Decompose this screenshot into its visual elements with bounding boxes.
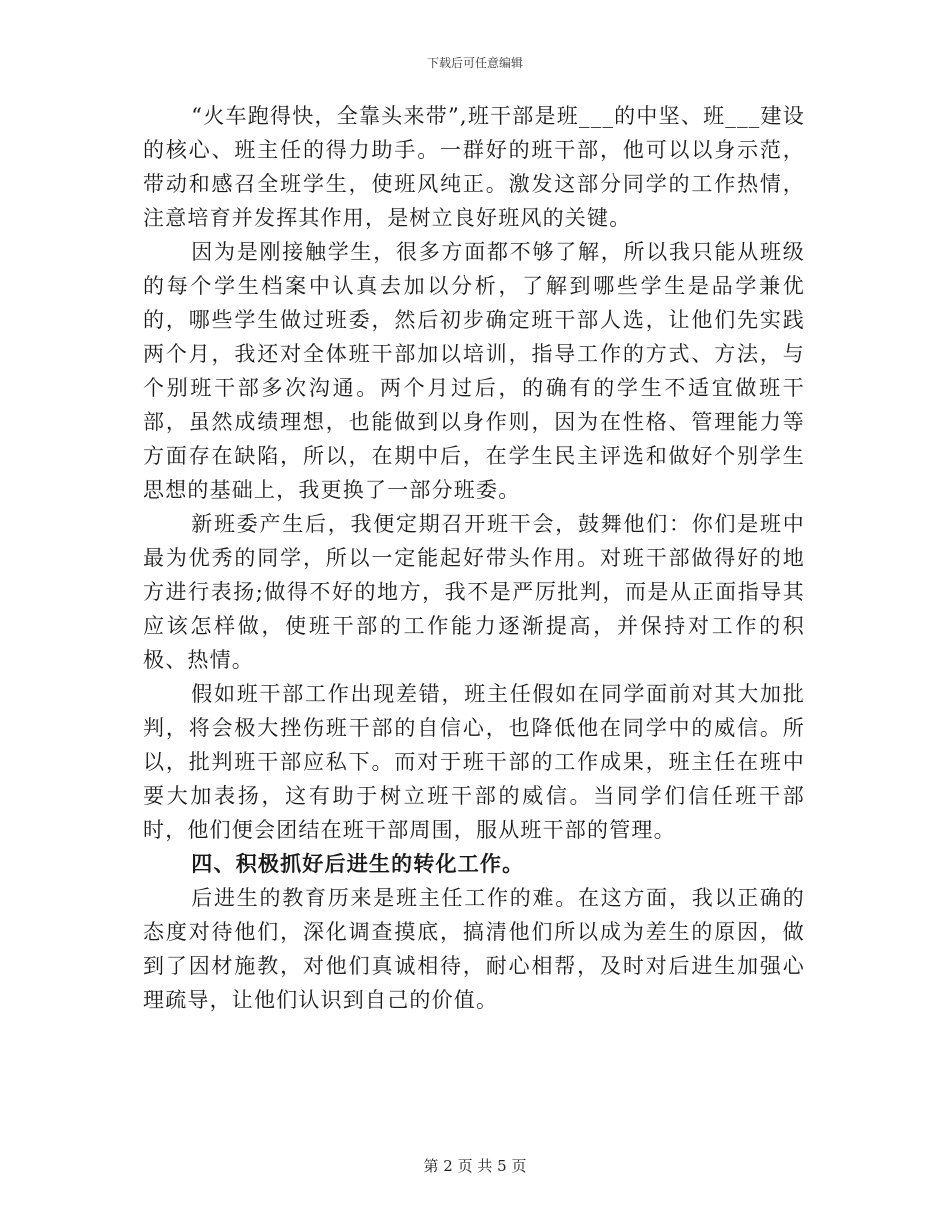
section-heading: 四、积极抓好后进生的转化工作。 <box>191 851 525 876</box>
page-number: 第 2 页 共 5 页 <box>423 1157 527 1175</box>
paragraph-cadre-selection: 因为是刚接触学生，很多方面都不够了解，所以我只能从班级的每个学生档案中认真去加以分析，了解到哪些学生是品学兼优的，哪些学生做过班委，然后初步确定班干部人选，让他们先实践两个月，我还对全体班干部加以培训，指导工作的方式、方法，与个别班干部多次沟通。两个月过后，的确有的学生不适宜做班干部，虽然成绩理想，也能做到以身作则，因为在性格、管理能力等方面存在缺陷，所以，在期中后，在学生民主评选和做好个别学生思想的基础上，我更换了一部分班委。 <box>143 240 805 502</box>
paragraph-class-cadre-role: “火车跑得快，全靠头来带”,班干部是班___的中坚、班___建设的核心、班主任的得力助手。一群好的班干部，他可以以身示范，带动和感召全班学生，使班风纯正。激发这部分同学的工作热情，注意培育并发挥其作用，是树立良好班风的关键。 <box>143 104 805 230</box>
page-header: 下载后可任意编辑 <box>426 56 523 70</box>
paragraph-underachievers: 后进生的教育历来是班主任工作的难。在这方面，我以正确的态度对待他们，深化调查摸底，搞清他们所以成为差生的原因，做到了因材施教，对他们真诚相待，耐心相帮，及时对后进生加强心理疏导，让他们认识到自己的价值。 <box>143 886 805 1012</box>
paragraph-new-committee: 新班委产生后，我便定期召开班干会，鼓舞他们：你们是班中最为优秀的同学，所以一定能起好带头作用。对班干部做得好的地方进行表扬;做得不好的地方，我不是严厉批判，而是从正面指导其应该怎样做，使班干部的工作能力逐渐提高，并保持对工作的积极、热情。 <box>143 512 805 672</box>
paragraph-criticism-praise: 假如班干部工作出现差错，班主任假如在同学面前对其大加批判，将会极大挫伤班干部的自信心，也降低他在同学中的威信。所以，批判班干部应私下。而对于班干部的工作成果，班主任在班中要大加表扬，这有助于树立班干部的威信。当同学们信任班干部时，他们便会团结在班干部周围，服从班干部的管理。 <box>143 682 805 842</box>
document-body <box>143 99 805 1017</box>
